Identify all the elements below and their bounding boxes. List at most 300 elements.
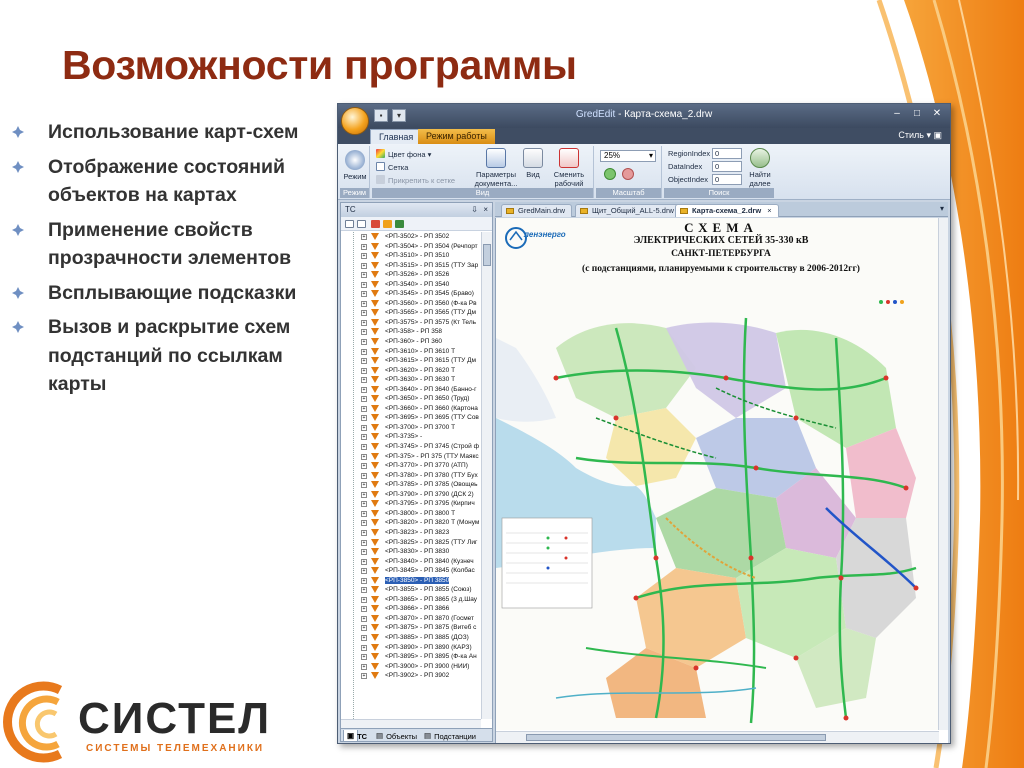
tree-row-label: <РП-3866> - РП 3866: [385, 605, 450, 613]
tree-row[interactable]: [341, 423, 481, 433]
expand-icon[interactable]: +: [362, 549, 366, 556]
tree-view[interactable]: [341, 232, 481, 719]
substation-icon: [371, 529, 379, 536]
tree-row-label: <РП-3825> - РП 3825 (ТТУ Лиг: [385, 538, 478, 546]
tree-row[interactable]: [341, 528, 481, 538]
refresh-icon[interactable]: [395, 220, 404, 228]
substation-icon: [371, 262, 379, 269]
substation-icon: [371, 491, 379, 498]
tab-substations[interactable]: ▤ Подстанции: [421, 730, 434, 741]
expand-icon[interactable]: +: [362, 367, 366, 374]
collapse-all-icon[interactable]: [357, 220, 366, 228]
application-menu-button[interactable]: [341, 107, 369, 135]
substation-icon: [371, 481, 379, 488]
tree-row-label: <РП-3795> - РП 3795 (Кирпич: [385, 500, 475, 508]
tree-row[interactable]: [341, 623, 481, 633]
expand-icon[interactable]: +: [362, 472, 366, 479]
tree-row[interactable]: [341, 385, 481, 395]
map-logo-text: ленэнерго: [524, 230, 566, 239]
tree-row[interactable]: [341, 242, 481, 252]
expand-icon[interactable]: +: [362, 243, 366, 250]
tree-row-label: <РП-3875> - РП 3875 (Витеб с: [385, 624, 477, 632]
tab-objects-label: Объекты: [386, 732, 418, 741]
tree-row-label: <РП-3695> - РП 3695 (ТТУ Сов: [385, 414, 479, 422]
tree-row-label: <РП-3780> - РП 3780 (ТТУ Бух: [385, 471, 478, 479]
drawing-icon: [506, 208, 514, 214]
tree-row[interactable]: [341, 366, 481, 376]
map-title-line-4: (с подстанциями, планируемыми к строительству в 2006-2012гг): [582, 264, 860, 274]
tree-row-label: <РП-3830> - РП 3830: [385, 548, 450, 556]
canvas-horizontal-scrollbar[interactable]: [496, 731, 939, 743]
substation-icon: [371, 271, 379, 278]
tree-row-label: <РП-3510> - РП 3510: [385, 252, 450, 260]
tree-row-label: <РП-3745> - РП 3745 (Строй ф: [385, 443, 479, 451]
tree-row[interactable]: [341, 662, 481, 672]
tree-pane: [340, 202, 493, 742]
tree-row[interactable]: [341, 337, 481, 347]
substation-icon: [371, 443, 379, 450]
substation-icon: [371, 500, 379, 507]
substation-icon: [371, 328, 379, 335]
tree-row[interactable]: [341, 518, 481, 528]
expand-icon[interactable]: +: [362, 587, 366, 594]
snap-label: Прикрепить к сетке: [388, 176, 456, 185]
substation-icon: [371, 252, 379, 259]
tree-pane-header: [341, 203, 492, 217]
map-title-line-1: СХЕМА: [684, 220, 758, 235]
substation-icon: [371, 472, 379, 479]
tree-row[interactable]: [341, 547, 481, 557]
expand-icon[interactable]: +: [362, 358, 366, 365]
tree-row[interactable]: [341, 356, 481, 366]
view-button-label: Вид: [526, 170, 540, 179]
expand-icon[interactable]: +: [362, 348, 366, 355]
data-index-input[interactable]: 0: [712, 161, 742, 172]
expand-icon[interactable]: +: [362, 673, 366, 680]
expand-icon[interactable]: +: [362, 329, 366, 336]
tree-row-label: <РП-3630> - РП 3630 Т: [385, 376, 456, 384]
tree-horizontal-scrollbar[interactable]: [341, 719, 481, 728]
substation-icon: [371, 596, 379, 603]
window-controls: [888, 107, 946, 122]
substation-icon: [371, 357, 379, 364]
view-button[interactable]: [522, 148, 544, 179]
substation-icon: [371, 462, 379, 469]
expand-all-icon[interactable]: [345, 220, 354, 228]
tree-row[interactable]: [341, 270, 481, 280]
tree-row-label: <РП-3790> - РП 3790 (ДСК 2): [385, 490, 474, 498]
tree-row-label: <РП-3785> - РП 3785 (Овощеь: [385, 481, 478, 489]
feature-text: Применение свойств прозрачности элементов: [48, 218, 292, 269]
tree-row-label: <РП-3735> -: [385, 433, 423, 441]
expand-icon[interactable]: +: [362, 596, 366, 603]
doc-params-label: Параметры документа...: [474, 170, 518, 188]
lightning-icon[interactable]: [383, 220, 392, 228]
substation-icon: [371, 644, 379, 651]
tree-row-label: <РП-3902> - РП 3902: [385, 672, 450, 680]
substation-icon: [371, 309, 379, 316]
logo-name: СИСТЕЛ: [78, 694, 272, 743]
tree-vertical-scrollbar[interactable]: [481, 232, 492, 719]
tree-row-label: <РП-3890> - РП 3890 (КАРЗ): [385, 643, 472, 651]
minimize-icon[interactable]: –: [894, 108, 900, 119]
tree-row[interactable]: [341, 461, 481, 471]
expand-icon[interactable]: +: [362, 539, 366, 546]
tree-row-label: <РП-3640> - РП 3640 (Банно-г: [385, 385, 477, 393]
tree-row[interactable]: [341, 499, 481, 509]
tree-row-label: <РП-3870> - РП 3870 (Госмет: [385, 614, 475, 622]
object-index-input[interactable]: 0: [712, 174, 742, 185]
tree-row[interactable]: [341, 585, 481, 595]
find-next-label: Найти далее: [749, 170, 771, 188]
tab-ts[interactable]: ▣ ТС: [343, 730, 358, 742]
tree-row[interactable]: [341, 442, 481, 452]
expand-icon[interactable]: +: [362, 396, 366, 403]
document-name: Карта-схема_2.drw: [624, 109, 713, 120]
group-search: [664, 146, 774, 198]
app-name: GredEdit: [575, 109, 616, 120]
doc-tab-label: GredMain.drw: [518, 206, 566, 215]
tree-row-label: <РП-3770> - РП 3770 (АТП): [385, 462, 468, 470]
canvas-vertical-scrollbar[interactable]: [938, 218, 948, 730]
tree-row-label: <РП-3565> - РП 3565 (ТТУ Дм: [385, 309, 476, 317]
tree-row[interactable]: [341, 375, 481, 385]
scroll-thumb[interactable]: [483, 244, 491, 266]
close-icon[interactable]: ✕: [932, 108, 942, 119]
bg-color-button[interactable]: Цвет фона ▾: [376, 149, 431, 159]
expand-icon[interactable]: +: [362, 453, 366, 460]
ribbon-tabs: [338, 128, 950, 144]
tree-row-label: <РП-3660> - РП 3660 (Картона: [385, 404, 478, 412]
substation-icon: [371, 567, 379, 574]
tree-row-label: <РП-3850> - РП 3850: [385, 576, 450, 584]
group-view-label: Вид: [372, 188, 593, 198]
feature-item: [12, 153, 330, 210]
expand-icon[interactable]: +: [362, 520, 366, 527]
feature-text: Вызов и раскрытие схем подстанций по ссылкам карты: [48, 316, 291, 395]
substation-icon: [371, 281, 379, 288]
tab-objects[interactable]: ▤ Объекты: [373, 730, 386, 741]
tree-row-label: <РП-3900> - РП 3900 (НИИ): [385, 662, 470, 670]
snap-to-grid-button[interactable]: [376, 175, 455, 185]
expand-icon[interactable]: +: [362, 291, 366, 298]
substation-icon: [371, 386, 379, 393]
document-tabs: [495, 202, 948, 217]
tree-row-label: <РП-3823> - РП 3823: [385, 528, 450, 536]
tree-row-label: <РП-3885> - РП 3885 (ДОЗ): [385, 633, 469, 641]
expand-icon[interactable]: +: [362, 577, 366, 584]
tree-row-label: <РП-3504> - РП 3504 (Речпорт: [385, 242, 478, 250]
substation-icon: [371, 243, 379, 250]
substation-icon: [371, 653, 379, 660]
zoom-out-icon[interactable]: [622, 168, 634, 180]
tree-row[interactable]: [341, 299, 481, 309]
diamond-bullet-icon: [12, 321, 24, 333]
substation-icon: [371, 624, 379, 631]
data-index-field: [668, 162, 720, 171]
data-index-label: DataIndex: [668, 162, 703, 171]
close-tab-icon[interactable]: ×: [767, 206, 772, 215]
palette-icon: [376, 149, 385, 158]
tree-row[interactable]: [341, 327, 481, 337]
diamond-bullet-icon: [12, 287, 24, 299]
expand-icon[interactable]: +: [362, 663, 366, 670]
tree-row[interactable]: [341, 432, 481, 442]
company-logo: [2, 670, 292, 768]
expand-icon[interactable]: +: [362, 424, 366, 431]
substation-icon: [371, 433, 379, 440]
substation-icon: [371, 405, 379, 412]
expand-icon[interactable]: +: [362, 300, 366, 307]
feature-item: [12, 216, 330, 273]
title-separator: -: [618, 109, 625, 120]
substation-icon: [371, 577, 379, 584]
expand-icon[interactable]: +: [362, 415, 366, 422]
tree-row-label: <РП-3502> - РП 3502: [385, 233, 450, 240]
expand-icon[interactable]: +: [362, 606, 366, 613]
group-mode-label: Режим: [340, 188, 369, 198]
group-scale: [596, 146, 662, 198]
expand-icon[interactable]: +: [362, 615, 366, 622]
tree-row[interactable]: [341, 595, 481, 605]
expand-icon[interactable]: +: [362, 558, 366, 565]
tree-row[interactable]: [341, 394, 481, 404]
expand-icon[interactable]: +: [362, 463, 366, 470]
diamond-bullet-icon: [12, 161, 24, 173]
expand-icon[interactable]: +: [362, 634, 366, 641]
drawing-icon: [680, 208, 688, 214]
feature-text: Использование карт-схем: [48, 121, 299, 143]
expand-icon[interactable]: +: [362, 405, 366, 412]
expand-icon[interactable]: +: [362, 234, 366, 240]
close-pane-icon[interactable]: ×: [483, 205, 488, 214]
expand-icon[interactable]: +: [362, 377, 366, 384]
map-title-line-2: ЭЛЕКТРИЧЕСКИХ СЕТЕЙ 35-330 кВ: [633, 235, 809, 246]
tree-row[interactable]: [341, 251, 481, 261]
expand-icon[interactable]: +: [362, 568, 366, 575]
tree-row[interactable]: [341, 404, 481, 414]
tree-row[interactable]: [341, 471, 481, 481]
document-settings-icon: [486, 148, 506, 168]
expand-icon[interactable]: +: [362, 482, 366, 489]
substation-icon: [371, 395, 379, 402]
tree-row[interactable]: [341, 347, 481, 357]
mode-button[interactable]: [342, 150, 368, 181]
tree-row-label: <РП-3840> - РП 3840 (Кузнеч: [385, 557, 474, 565]
chevron-down-icon: ▾: [648, 151, 653, 160]
substation-icon: [371, 510, 379, 517]
tree-row-label: <РП-3610> - РП 3610 Т: [385, 347, 456, 355]
find-next-button[interactable]: [746, 148, 774, 188]
expand-icon[interactable]: +: [362, 319, 366, 326]
group-search-label: Поиск: [664, 188, 774, 198]
scroll-thumb[interactable]: [526, 734, 826, 741]
expand-icon[interactable]: +: [362, 529, 366, 536]
logo-subtitle: СИСТЕМЫ ТЕЛЕМЕХАНИКИ: [86, 743, 265, 754]
feature-text: Отображение состояний объектов на картах: [48, 155, 286, 206]
snap-icon: [376, 175, 385, 184]
zoom-in-icon[interactable]: [604, 168, 616, 180]
substation-icon: [371, 376, 379, 383]
substation-icon: [371, 453, 379, 460]
tree-row-label: <РП-3540> - РП 3540: [385, 280, 450, 288]
tree-row[interactable]: [341, 289, 481, 299]
expand-icon[interactable]: +: [362, 262, 366, 269]
tree-row[interactable]: [341, 232, 481, 242]
doc-tab-map-scheme[interactable]: [675, 204, 779, 217]
tree-row-label: <РП-3895> - РП 3895 (Ф-ка Ан: [385, 653, 477, 661]
doc-tab-gredmain[interactable]: [501, 204, 572, 217]
substation-icon: [371, 233, 379, 240]
tree-row[interactable]: [341, 308, 481, 318]
tree-row[interactable]: [341, 557, 481, 567]
object-index-label: ObjectIndex: [668, 175, 709, 184]
tree-row[interactable]: [341, 538, 481, 548]
app-window: [337, 103, 951, 744]
tree-pane-title: ТС: [345, 205, 356, 214]
object-index-field: [668, 175, 720, 184]
map-canvas[interactable]: [495, 218, 948, 743]
slide-title: Возможности программы: [62, 42, 577, 88]
tab-substations-label: Подстанции: [434, 732, 476, 741]
tree-row[interactable]: [341, 604, 481, 614]
feature-list: [12, 118, 330, 405]
tab-work-mode[interactable]: Режим работы: [418, 129, 495, 144]
tab-ts-label: ТС: [357, 732, 368, 741]
tree-row[interactable]: [341, 671, 481, 681]
zoom-combobox[interactable]: [600, 150, 656, 162]
tree-row[interactable]: [341, 566, 481, 576]
doc-tab-label: Карта-схема_2.drw: [692, 206, 762, 215]
style-selector[interactable]: Стиль ▾ ▣: [898, 130, 942, 140]
pin-icon[interactable]: ⇩: [471, 205, 478, 214]
tree-row-label: <РП-375> - РП 375 (ТТУ Маякс: [385, 452, 479, 460]
tree-row[interactable]: [341, 576, 481, 586]
tree-row[interactable]: [341, 652, 481, 662]
filter-icon[interactable]: [371, 220, 380, 228]
expand-icon[interactable]: +: [362, 444, 366, 451]
tree-row-label: <РП-3575> - РП 3575 (Кт Тель: [385, 318, 476, 326]
feature-text: Всплывающие подсказки: [48, 281, 297, 304]
substation-icon: [371, 300, 379, 307]
tree-row[interactable]: [341, 614, 481, 624]
tree-row[interactable]: [341, 643, 481, 653]
expand-icon[interactable]: +: [362, 339, 366, 346]
tree-row[interactable]: [341, 509, 481, 519]
change-catalog-label: Сменить рабочий: [553, 170, 585, 188]
expand-icon[interactable]: +: [362, 491, 366, 498]
window-title: [338, 109, 950, 120]
tree-row[interactable]: [341, 452, 481, 462]
tree-row-label: <РП-3545> - РП 3545 (Браво): [385, 290, 474, 298]
substation-icon: [371, 615, 379, 622]
tree-row-label: <РП-3800> - РП 3800 Т: [385, 509, 456, 517]
tree-row-label: <РП-358> - РП 358: [385, 328, 443, 336]
tree-row-label: <РП-3515> - РП 3515 (ТТУ Зар: [385, 261, 479, 269]
maximize-icon[interactable]: □: [913, 108, 921, 119]
tree-row-label: <РП-3865> - РП 3865 (3 д.Шау: [385, 595, 478, 603]
group-view: [372, 146, 594, 198]
tree-toolbar: [341, 217, 492, 231]
tree-row[interactable]: [341, 280, 481, 290]
expand-icon[interactable]: +: [362, 501, 366, 508]
tree-pane-tabs: [341, 728, 492, 741]
tree-row-label: <РП-3820> - РП 3820 Т (Монум: [385, 519, 480, 527]
tree-row[interactable]: [341, 490, 481, 500]
tree-row-label: <РП-3845> - РП 3845 (Колбас: [385, 567, 475, 575]
ribbon: [338, 144, 950, 200]
expand-icon[interactable]: +: [362, 654, 366, 661]
help-icon[interactable]: ▣: [933, 130, 942, 140]
tree-row-label: <РП-360> - РП 360: [385, 338, 443, 346]
expand-icon[interactable]: +: [362, 272, 366, 279]
group-scale-label: Масштаб: [596, 188, 661, 198]
expand-icon[interactable]: +: [362, 625, 366, 632]
expand-icon[interactable]: +: [362, 281, 366, 288]
tree-row[interactable]: [341, 480, 481, 490]
region-index-label: RegionIndex: [668, 149, 711, 158]
substation-icon: [371, 539, 379, 546]
save-icon[interactable]: ▪: [374, 109, 388, 122]
region-index-input[interactable]: 0: [712, 148, 742, 159]
catalog-icon: [559, 148, 579, 168]
substation-icon: [371, 558, 379, 565]
feature-item: [12, 118, 330, 147]
expand-icon[interactable]: +: [362, 310, 366, 317]
expand-icon[interactable]: +: [362, 386, 366, 393]
doc-tab-shield[interactable]: [575, 204, 681, 217]
substation-icon: [371, 672, 379, 679]
tree-row-label: <РП-3615> - РП 3615 (ТТУ Дм: [385, 357, 476, 365]
zoom-value: 25%: [604, 151, 621, 160]
title-bar: [338, 104, 950, 128]
substation-icon: [371, 290, 379, 297]
diamond-bullet-icon: [12, 224, 24, 236]
qat-dropdown-icon[interactable]: ▾: [392, 109, 406, 122]
tree-row-label: <РП-3855> - РП 3855 (Союз): [385, 586, 472, 594]
drawing-icon: [580, 208, 588, 214]
tree-row-label: <РП-3700> - РП 3700 Т: [385, 423, 456, 431]
grid-icon: [376, 162, 385, 171]
map-title-line-3: САНКТ-ПЕТЕРБУРГА: [671, 249, 771, 259]
tab-list-dropdown-icon[interactable]: ▾: [939, 204, 944, 213]
tree-row[interactable]: [341, 413, 481, 423]
substation-icon: [371, 424, 379, 431]
tab-home[interactable]: Главная: [370, 129, 422, 144]
feature-item: [12, 279, 330, 308]
tree-row[interactable]: [341, 633, 481, 643]
substation-icon: [371, 663, 379, 670]
diamond-bullet-icon: [12, 126, 24, 138]
tree-row-label: <РП-3526> - РП 3526: [385, 271, 450, 279]
mode-button-label: Режим: [343, 172, 367, 181]
expand-icon[interactable]: +: [362, 510, 366, 517]
tree-row[interactable]: [341, 261, 481, 271]
find-next-icon: [750, 148, 770, 168]
doc-tab-label: Щит_Общий_ALL-5.drw: [592, 206, 674, 215]
expand-icon[interactable]: +: [362, 434, 366, 441]
grid-label: Сетка: [388, 163, 409, 172]
tree-row[interactable]: [341, 318, 481, 328]
tree-row-label: <РП-3650> - РП 3650 (Труд): [385, 395, 470, 403]
expand-icon[interactable]: +: [362, 644, 366, 651]
substation-icon: [371, 414, 379, 421]
grid-checkbox[interactable]: [376, 162, 408, 172]
expand-icon[interactable]: +: [362, 253, 366, 260]
power-grid-map[interactable]: [496, 218, 939, 730]
feature-item: [12, 313, 330, 399]
doc-params-button[interactable]: [470, 148, 522, 188]
